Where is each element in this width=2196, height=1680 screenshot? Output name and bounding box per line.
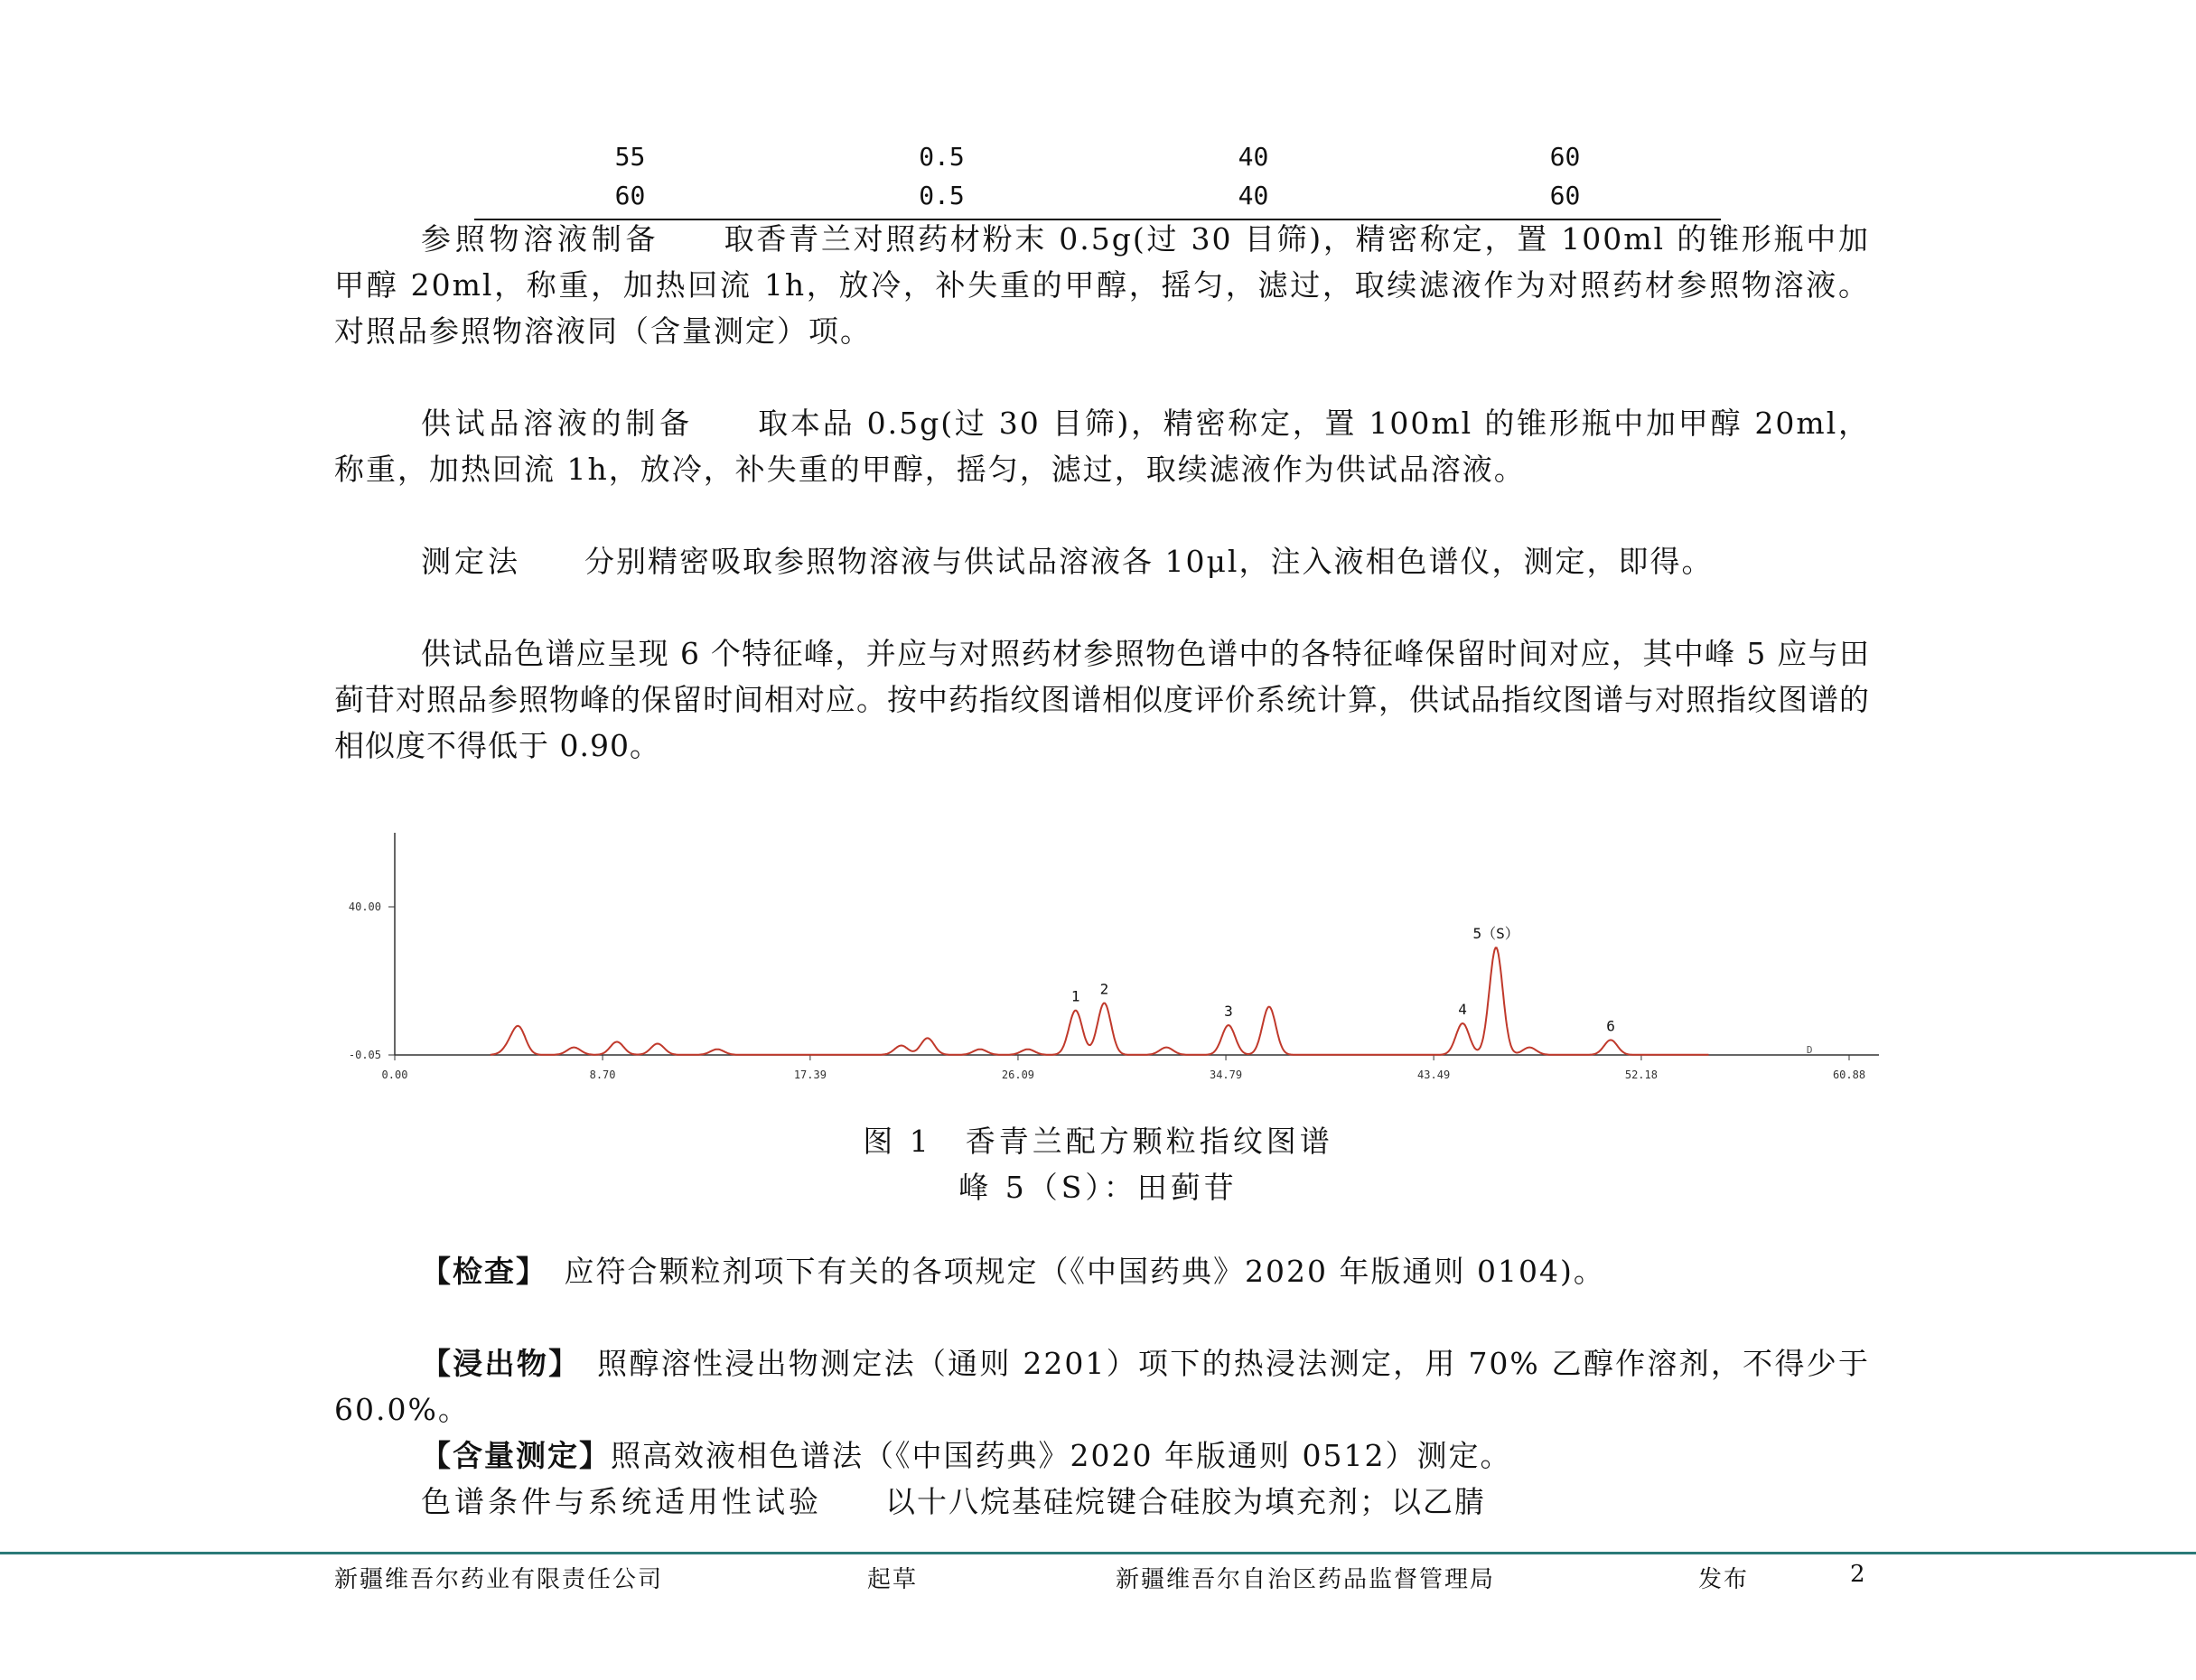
chromatogram-trace (491, 947, 1709, 1055)
ref-solution-paragraph (334, 216, 1870, 354)
gradient-table (474, 137, 1721, 215)
x-tick-label: 17.39 (793, 1069, 827, 1081)
table-row (474, 176, 1721, 215)
peak-label: 1 (1070, 987, 1080, 1005)
paragraph-heading: 测定法 (421, 544, 521, 579)
peak-labels (1071, 925, 1615, 1034)
footer-issuer: 新疆维吾尔自治区药品监督管理局 (1116, 1566, 1496, 1593)
table-cell: 60 (1549, 142, 1581, 172)
chrom-conditions-paragraph (334, 1479, 1870, 1525)
x-tick-label: 52.18 (1624, 1069, 1658, 1081)
x-tick-label: 60.88 (1832, 1069, 1866, 1081)
requirement-paragraph: 供试品色谱应呈现 6 个特征峰，并应与对照药材参照物色谱中的各特征峰保留时间对应，其中峰 5 应与田蓟苷对照品参照物峰的保留时间相对应。按中药指纹图谱相似度评价系统计算，供试品指纹图谱与对照指纹图谱的相似度不得低于 0.90。 (334, 636, 1870, 763)
x-tick-label: 26.09 (1001, 1069, 1035, 1081)
paragraph-heading: 色谱条件与系统适用性试验 (421, 1484, 822, 1519)
x-tick-label: 8.70 (589, 1069, 616, 1081)
paragraph-heading: 参照物溶液制备 (421, 221, 660, 257)
table-cell: 55 (614, 142, 646, 172)
x-tick-label: 43.49 (1417, 1069, 1451, 1081)
y-tick-label: 40.00 (348, 901, 381, 913)
paragraph-heading: 【浸出物】 (421, 1346, 565, 1381)
method-paragraph (334, 538, 1870, 584)
y-ticks (349, 901, 395, 1061)
paragraph-text: 取本品 0.5g(过 30 目筛)，精密称定，置 100ml 的锥形瓶中加甲醇 20ml，称重，加热回流 1h，放冷，补失重的甲醇，摇匀，滤过，取续滤液作为供试品溶液。 (334, 406, 1870, 487)
footer-drafted: 起草 (867, 1566, 919, 1593)
table-cell: 60 (614, 181, 646, 210)
peak-label: 5（S） (1472, 925, 1519, 943)
paragraph-text: 以十八烷基硅烷键合硅胶为填充剂；以乙腈 (885, 1484, 1486, 1519)
footer-rule (0, 1552, 2196, 1554)
footer-issued: 发布 (1698, 1566, 1750, 1593)
table-cell: 0.5 (919, 142, 965, 172)
figure-subcaption: 峰 5（S）：田蓟苷 (958, 1170, 1238, 1205)
footer-page-number: 2 (1850, 1561, 1867, 1588)
peak-label: 4 (1458, 1000, 1467, 1018)
table-cell: 40 (1238, 181, 1269, 210)
paragraph-text: 应符合颗粒剂项下有关的各项规定（《中国药典》2020 年版通则 0104)。 (564, 1254, 1605, 1289)
x-tick-label: 34.79 (1209, 1069, 1243, 1081)
assay-paragraph (334, 1433, 1870, 1479)
table-row (474, 137, 1721, 176)
chromatogram-chart (325, 824, 1879, 1095)
table-cell: 40 (1238, 142, 1269, 172)
peak-label: 2 (1099, 980, 1109, 998)
paragraph-heading: 供试品溶液的制备 (421, 406, 694, 441)
paragraph-text: 分别精密吸取参照物溶液与供试品溶液各 10μl，注入液相色谱仪，测定，即得。 (584, 544, 1714, 579)
table-cell: 0.5 (919, 181, 965, 210)
x-tick-label: 0.00 (381, 1069, 408, 1081)
footer-drafter: 新疆维吾尔药业有限责任公司 (334, 1566, 664, 1593)
figure-caption: 图 1 香青兰配方颗粒指纹图谱 (863, 1124, 1333, 1159)
paragraph-heading: 【含量测定】 (421, 1438, 611, 1473)
test-solution-paragraph (334, 400, 1870, 492)
check-paragraph (334, 1248, 1870, 1294)
extract-paragraph (334, 1340, 1870, 1433)
chart-axes (395, 833, 1879, 1055)
paragraph-text: 照高效液相色谱法（《中国药典》2020 年版通则 0512）测定。 (611, 1438, 1512, 1473)
end-marker: D (1806, 1044, 1813, 1056)
peak-label: 3 (1224, 1003, 1233, 1021)
paragraph-text: 取香青兰对照药材粉末 0.5g(过 30 目筛)，精密称定，置 100ml 的锥形瓶中加甲醇 20ml，称重，加热回流 1h，放冷，补失重的甲醇，摇匀，滤过，取续滤液作为对照药材参照物溶液。对照品参照物溶液同（含量测定）项。 (334, 221, 1870, 349)
peak-label: 6 (1606, 1017, 1615, 1035)
y-tick-label: -0.05 (348, 1049, 381, 1061)
paragraph-heading: 【检查】 (421, 1254, 533, 1289)
x-ticks (382, 1055, 1866, 1081)
paragraph-text: 照醇溶性浸出物测定法（通则 2201）项下的热浸法测定，用 70% 乙醇作溶剂，不得少于 60.0%。 (334, 1346, 1870, 1427)
table-cell: 60 (1549, 181, 1581, 210)
